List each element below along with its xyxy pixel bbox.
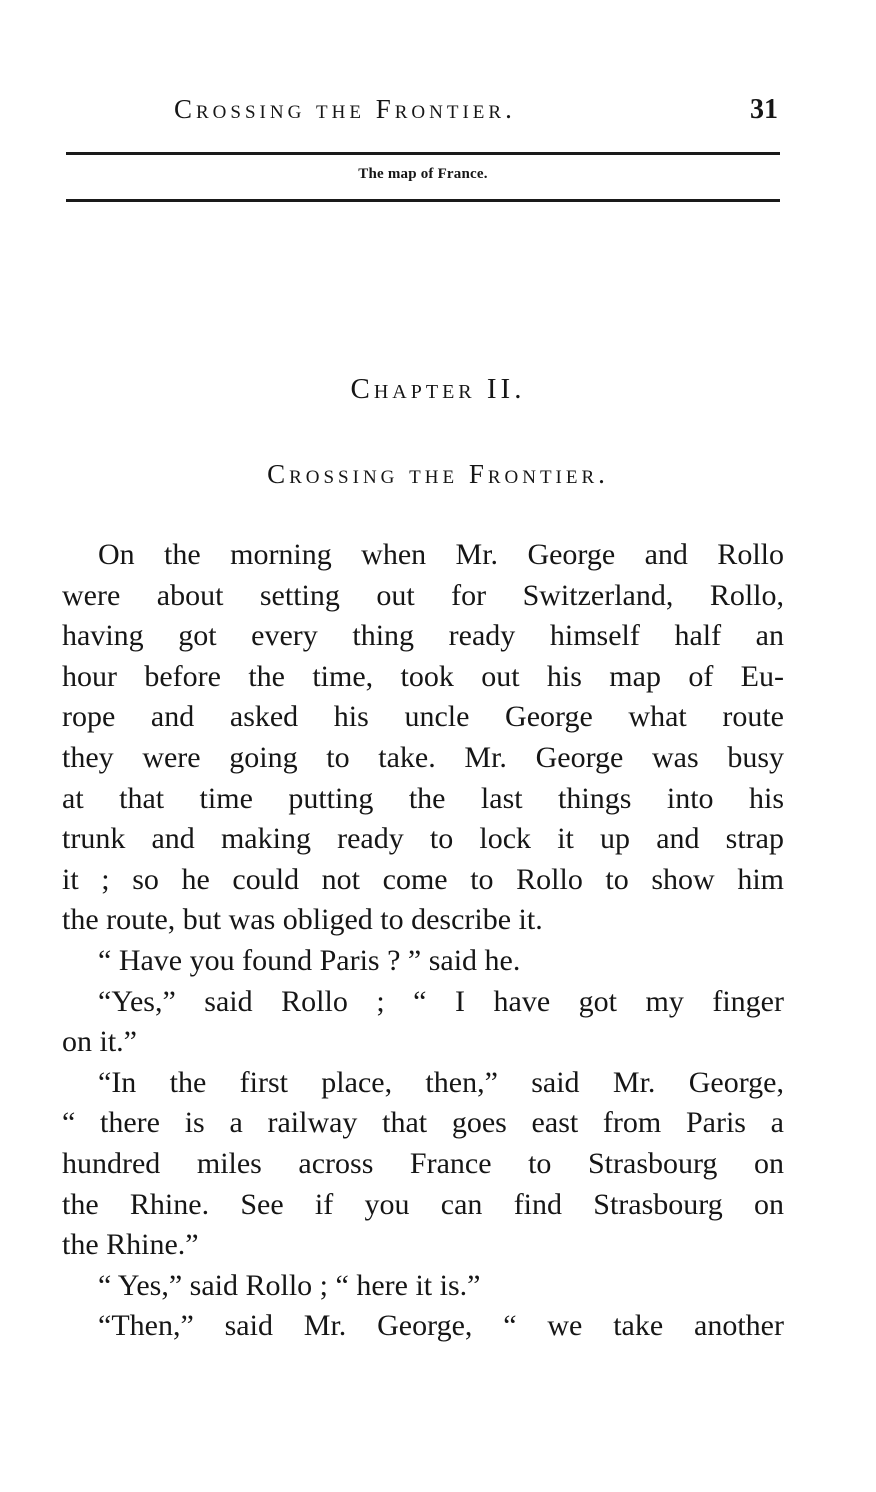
header-rule-top: [66, 152, 780, 155]
chapter-number: Chapter II.: [350, 373, 526, 405]
text-line: hour before the time, took out his map of Eu-: [62, 659, 784, 693]
text-line: were about setting out for Switzerland, Rollo,: [62, 578, 784, 612]
text-line: hundred miles across France to Strasbourg on: [62, 1146, 784, 1180]
text-line: on it.”: [62, 1025, 137, 1059]
running-head: [66, 94, 778, 138]
text-line: “Yes,” said Rollo ; “ I have got my finger: [98, 984, 784, 1018]
text-line: “Then,” said Mr. George, “ we take another: [98, 1309, 784, 1343]
text-line: “In the first place, then,” said Mr. George,: [98, 1065, 784, 1099]
text-line: “ Have you found Paris ? ” said he.: [98, 943, 521, 977]
chapter-title: Crossing the Frontier.: [267, 459, 609, 489]
text-line: “ there is a railway that goes east from Paris a: [62, 1106, 784, 1140]
text-line: at that time putting the last things into his: [62, 781, 784, 815]
text-line: On the morning when Mr. George and Rollo: [98, 538, 784, 571]
header-rule-bottom: [66, 199, 780, 202]
page-subhead: The map of France.: [358, 166, 488, 182]
page-number: 31: [750, 94, 778, 125]
running-title: Crossing the Frontier.: [174, 94, 516, 124]
text-line: trunk and making ready to lock it up and strap: [62, 822, 784, 856]
text-line: it ; so he could not come to Rollo to show him: [62, 862, 784, 896]
text-line: the Rhine.”: [62, 1228, 199, 1262]
text-line: rope and asked his uncle George what route: [62, 700, 784, 734]
body-text: [62, 535, 784, 1347]
text-line: the Rhine. See if you can find Strasbourg on: [62, 1187, 784, 1221]
text-line: the route, but was obliged to describe it.: [62, 903, 543, 937]
text-line: “ Yes,” said Rollo ; “ here it is.”: [98, 1268, 481, 1302]
text-line: having got every thing ready himself half an: [62, 619, 784, 653]
text-line: they were going to take. Mr. George was busy: [62, 740, 784, 774]
